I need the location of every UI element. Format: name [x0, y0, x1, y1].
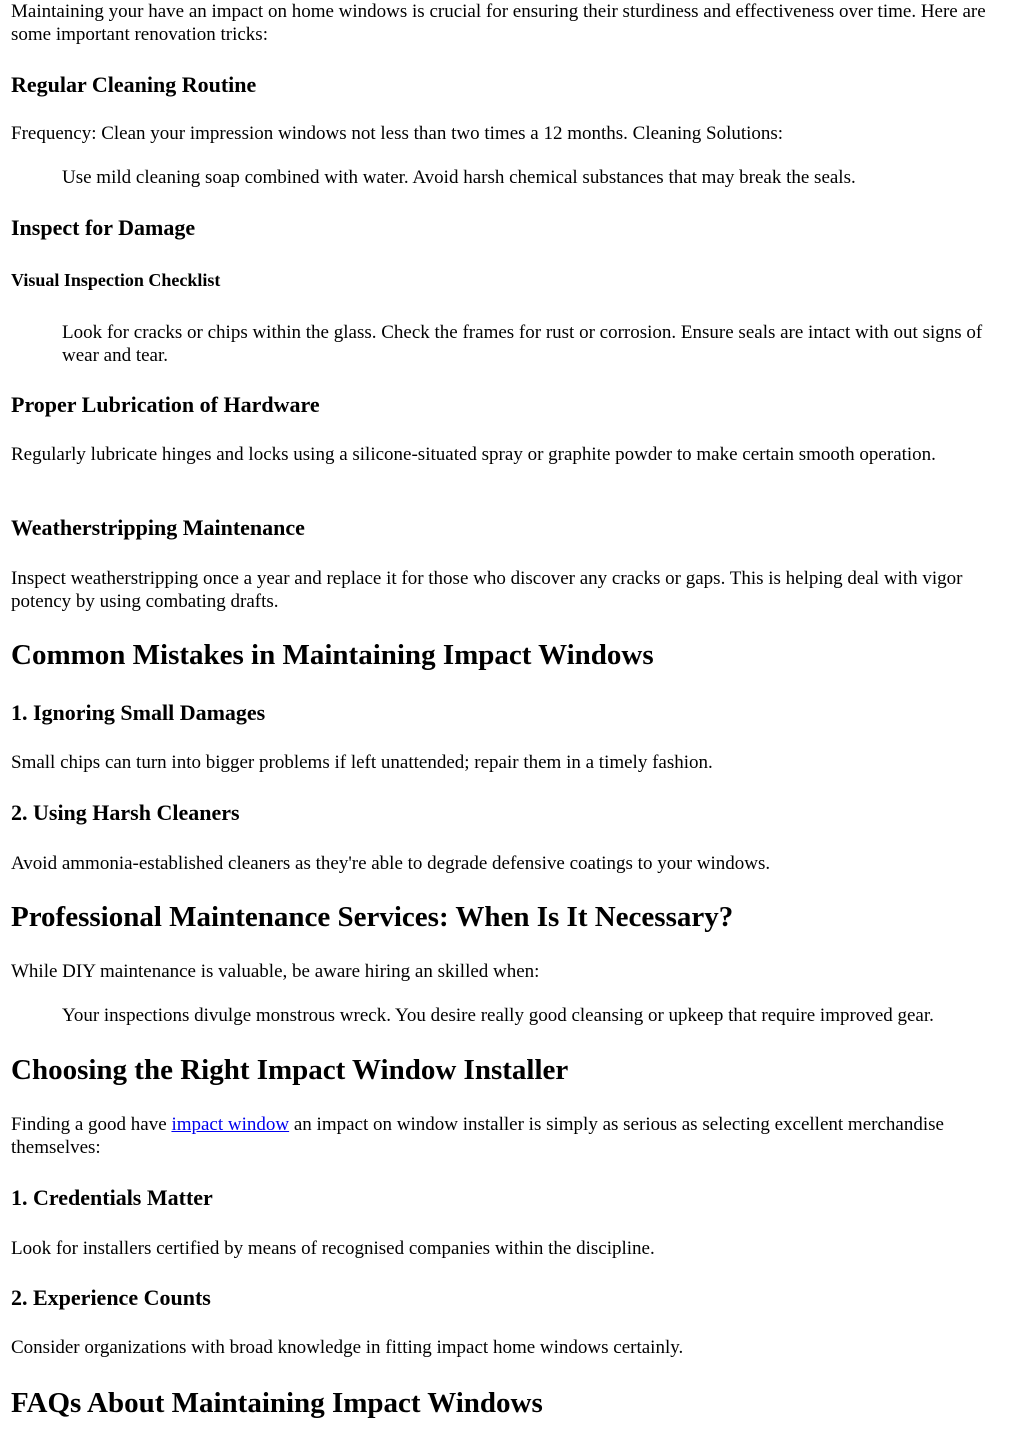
inspect-damage-quote: Look for cracks or chips within the glass. Check the frames for rust or corrosion. Ensure seals are intact with out signs of wear and tear. — [62, 322, 983, 366]
credentials-matter-paragraph: Look for installers certified by means of recognised companies within the discipline. — [11, 1238, 655, 1259]
ignoring-small-damages-paragraph: Small chips can turn into bigger problems if left unattended; repair them in a timely fashion. — [11, 752, 713, 773]
heading-using-harsh-cleaners: 2. Using Harsh Cleaners — [11, 800, 240, 825]
heading-professional-maintenance: Professional Maintenance Services: When Is It Necessary? — [11, 901, 734, 933]
heading-credentials-matter: 1. Credentials Matter — [11, 1185, 213, 1210]
heading-weatherstripping: Weatherstripping Maintenance — [11, 515, 305, 540]
heading-ignoring-small-damages: 1. Ignoring Small Damages — [11, 700, 266, 725]
installer-text-before: Finding a good have — [11, 1114, 172, 1135]
intro-paragraph: Maintaining your have an impact on home windows is crucial for ensuring their sturdiness and effectiveness over time. Here are some important renovation tricks: — [11, 1, 986, 45]
heading-lubrication: Proper Lubrication of Hardware — [11, 392, 320, 417]
weatherstripping-paragraph: Inspect weatherstripping once a year and replace it for those who discover any cracks or gaps. This is helping deal with vigor potency by using combating drafts. — [11, 568, 963, 612]
lubrication-paragraph: Regularly lubricate hinges and locks using a silicone-situated spray or graphite powder to make certain smooth operation. — [11, 444, 936, 465]
subheading-visual-inspection: Visual Inspection Checklist — [11, 270, 221, 290]
using-harsh-cleaners-paragraph: Avoid ammonia-established cleaners as they're able to degrade defensive coatings to your windows. — [11, 853, 771, 874]
heading-common-mistakes: Common Mistakes in Maintaining Impact Windows — [11, 639, 654, 671]
impact-window-link[interactable]: impact window — [171, 1114, 290, 1135]
professional-quote: Your inspections divulge monstrous wreck. You desire really good cleansing or upkeep that require improved gear. — [62, 1005, 934, 1026]
installer-paragraph — [11, 1113, 1010, 1159]
professional-paragraph: While DIY maintenance is valuable, be aware hiring an skilled when: — [11, 961, 540, 982]
heading-regular-cleaning: Regular Cleaning Routine — [11, 72, 257, 97]
installer-text-after: an impact on window installer is simply as serious as selecting excellent merchandise themselves: — [11, 1114, 944, 1158]
regular-cleaning-quote: Use mild cleaning soap combined with water. Avoid harsh chemical substances that may break the seals. — [62, 167, 856, 188]
heading-inspect-damage: Inspect for Damage — [11, 215, 196, 240]
heading-faqs: FAQs About Maintaining Impact Windows — [11, 1387, 543, 1419]
experience-counts-paragraph: Consider organizations with broad knowledge in fitting impact home windows certainly. — [11, 1337, 684, 1358]
regular-cleaning-paragraph: Frequency: Clean your impression windows not less than two times a 12 months. Cleaning Solutions: — [11, 123, 784, 144]
heading-choosing-installer: Choosing the Right Impact Window Installer — [11, 1054, 569, 1086]
heading-experience-counts: 2. Experience Counts — [11, 1285, 211, 1310]
